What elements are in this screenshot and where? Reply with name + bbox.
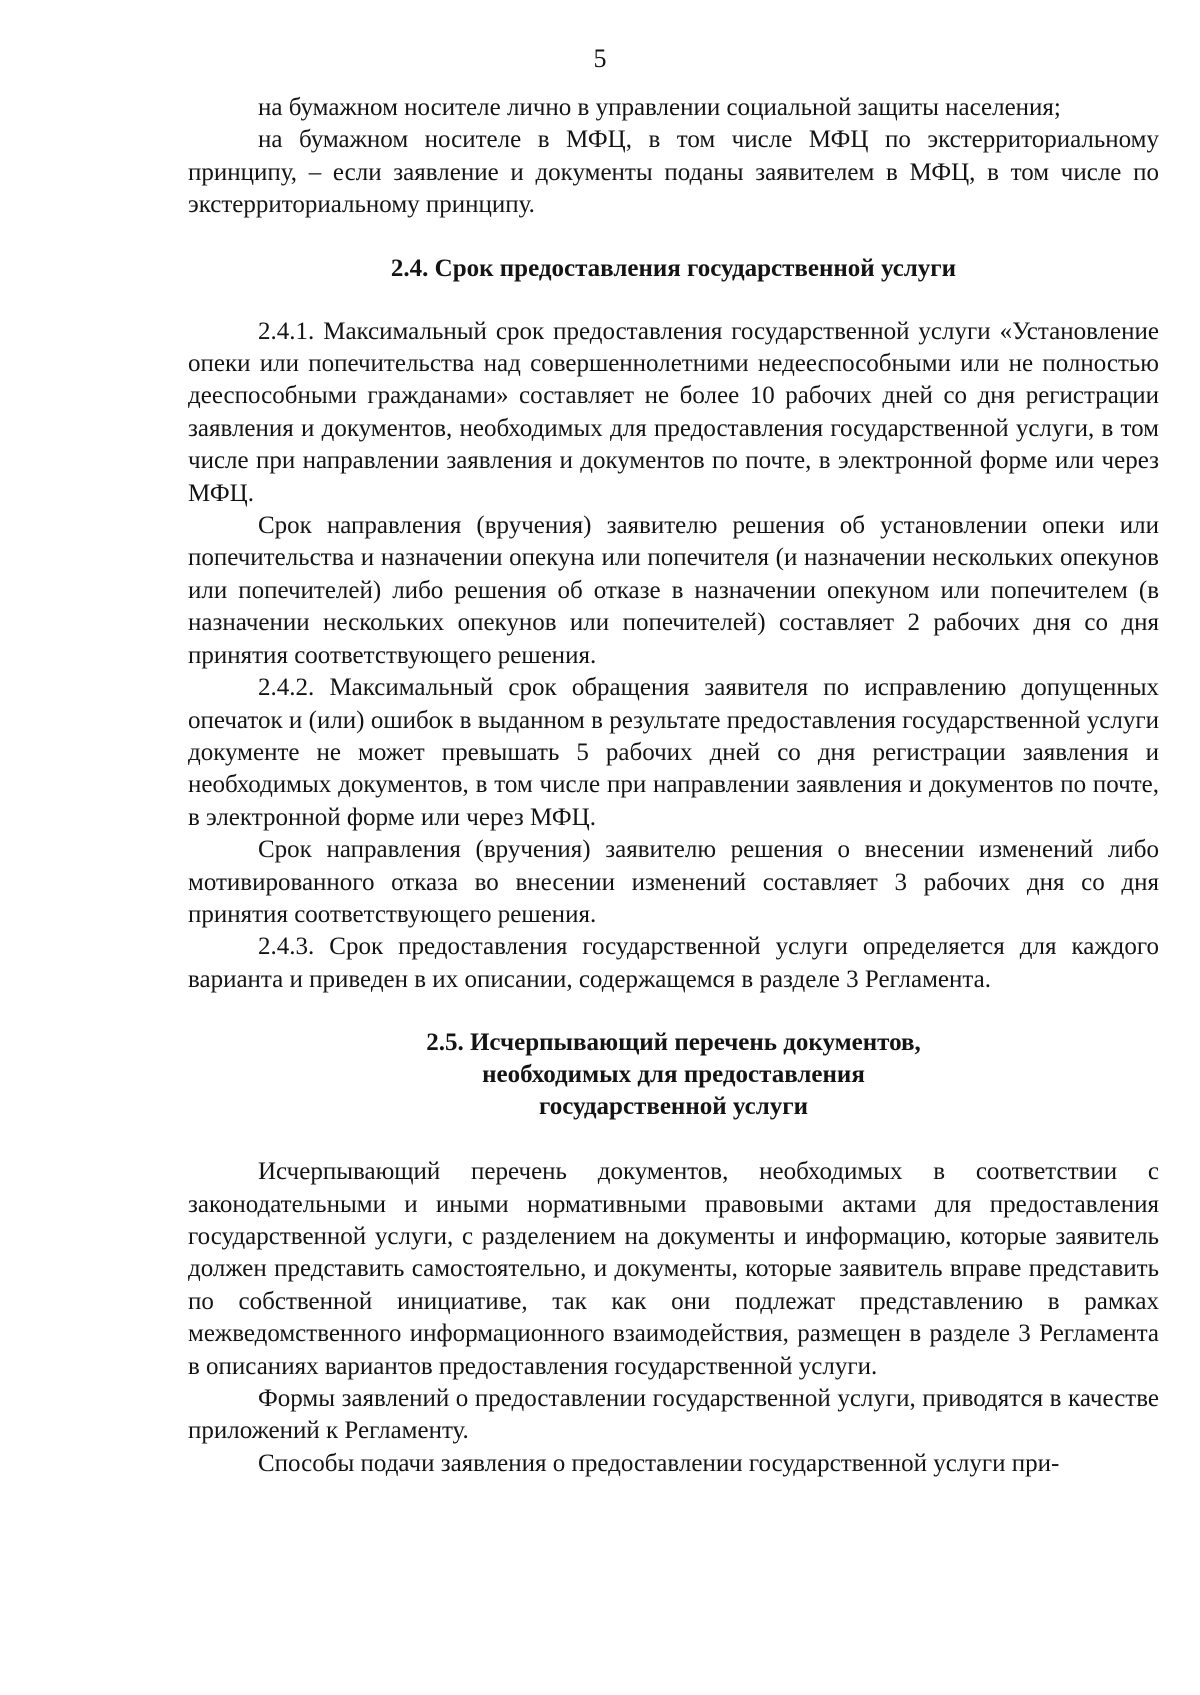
heading-line: необходимых для предоставления [482, 1061, 865, 1089]
paragraph: 2.4.3. Срок предоставления государственной услуги определяется для каждого варианта и приведен в их описании, содержащемся в разделе 3 Регламента. [188, 933, 1159, 993]
paragraph: Исчерпывающий перечень документов, необходимых в соответствии с законодательными и иными нормативными правовыми актами для предоставления государственной услуги, с разделением на документы и информацию, которые заявитель должен представить самостоятельно, и документы, которые заявитель вправе представить по собственной инициативе, так как они подлежат представлению в рамках межведомственного информационного взаимодействия, размещен в разделе 3 Регламента в описаниях вариантов предоставления государственной услуги. [188, 1158, 1159, 1380]
paragraph: 2.4.1. Максимальный срок предоставления государственной услуги «Установление опеки или попечительства над совершеннолетними недееспособными или не полностью дееспособными гражданами» составляет не более 10 рабочих дней со дня регистрации заявления и документов, необходимых для предоставления государственной услуги, в том числе при направлении заявления и документов по почте, в электронной форме или через МФЦ. [188, 317, 1159, 507]
paragraph: Срок направления (вручения) заявителю решения об установлении опеки или попечительства и назначении опекуна или попечителя (и назначении нескольких опекунов или попечителей) либо решения об отказе в назначении опекуном или попечителем (в назначении нескольких опекунов или попечителей) составляет 2 рабочих дня со дня принятия соответствующего решения. [188, 512, 1159, 669]
paragraph: на бумажном носителе лично в управлении социальной защиты населения; [258, 94, 1061, 121]
paragraph: Формы заявлений о предоставлении государственной услуги, приводятся в качестве приложений к Регламенту. [188, 1385, 1159, 1445]
heading-line: государственной услуги [538, 1093, 809, 1121]
section-2-4-body [188, 316, 1159, 997]
page-number: 5 [593, 44, 607, 73]
document-body [188, 92, 1159, 1480]
paragraph: Срок направления (вручения) заявителю решения о внесении изменений либо мотивированного отказа во внесении изменений составляет 3 рабочих дня со дня принятия соответствующего решения. [188, 836, 1159, 928]
paragraph: на бумажном носителе в МФЦ, в том числе МФЦ по экстерриториальному принципу, – если заявление и документы поданы заявителем в МФЦ, в том числе по экстерриториальному принципу. [188, 126, 1159, 219]
paragraph: Способы подачи заявления о предоставлении государственной услуги при- [258, 1449, 1060, 1477]
heading-line: 2.5. Исчерпывающий перечень документов, [426, 1029, 921, 1057]
paragraph: 2.4.2. Максимальный срок обращения заявителя по исправлению допущенных опечаток и (или) ошибок в выданном в результате предоставления государственной услуги документе не может превышать 5 рабочих дней со дня регистрации заявления и необходимых документов, в том числе при направлении заявления и документов по почте, в электронной форме или через МФЦ. [188, 674, 1159, 831]
section-2-5-body [188, 1156, 1159, 1480]
section-heading-2-5 [188, 1027, 1159, 1123]
section-heading-2-4: 2.4. Срок предоставления государственной услуги [390, 254, 957, 282]
